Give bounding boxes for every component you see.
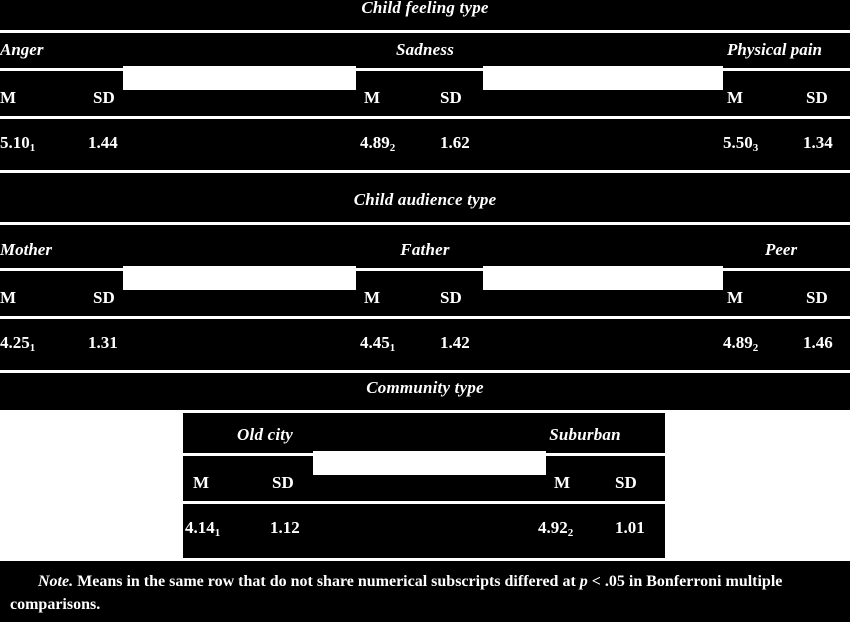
- note-text-before: Means in the same row that do not share numerical subscripts differed at: [73, 573, 580, 590]
- note-label: Note.: [38, 573, 74, 590]
- column-label-father: Father: [400, 240, 450, 259]
- value-subscript: 1: [214, 527, 221, 539]
- value-sd-anger: 1.44: [88, 133, 118, 152]
- value-sd-old-city: 1.12: [270, 518, 300, 537]
- value-text: 4.45: [360, 333, 390, 352]
- stat-header-sd: SD: [93, 288, 115, 307]
- section-title-child-feeling-type: Child feeling type: [361, 0, 489, 17]
- value-text: 5.10: [0, 133, 30, 152]
- knockout-block: [123, 266, 356, 290]
- section-title-child-audience-type: Child audience type: [353, 190, 497, 209]
- knockout-block: [123, 66, 356, 90]
- stat-header-m: M: [0, 88, 17, 107]
- value-subscript: 1: [29, 142, 36, 154]
- note-text-after: < .05 in Bonferroni multiple comparisons.: [10, 573, 783, 614]
- knockout-block: [665, 410, 850, 558]
- value-sd-peer: 1.46: [803, 333, 833, 352]
- rule-bottom: [0, 558, 850, 561]
- value-m-physical-pain: [723, 133, 758, 154]
- value-text: 4.14: [185, 518, 215, 537]
- column-label-peer: Peer: [765, 240, 798, 259]
- value-sd-father: 1.42: [440, 333, 470, 352]
- value-text: 4.89: [360, 133, 390, 152]
- stat-header-sd: SD: [272, 473, 294, 492]
- value-m-anger: [0, 133, 35, 154]
- value-subscript: 2: [389, 142, 396, 154]
- stat-header-m: M: [727, 288, 744, 307]
- value-subscript: 2: [567, 527, 574, 539]
- value-sd-physical-pain: 1.34: [803, 133, 833, 152]
- stat-header-m: M: [727, 88, 744, 107]
- rule-top-2: [0, 222, 850, 225]
- value-subscript: 1: [389, 342, 396, 354]
- stat-header-sd: SD: [440, 288, 462, 307]
- column-label-mother: Mother: [0, 240, 52, 259]
- stat-header-m: M: [364, 288, 381, 307]
- stat-header-m: M: [364, 88, 381, 107]
- stat-header-sd: SD: [806, 288, 828, 307]
- knockout-block: [313, 451, 546, 475]
- column-label-anger: Anger: [0, 40, 44, 59]
- stat-header-m: M: [0, 288, 17, 307]
- rule-under-stat-headers-3: [183, 501, 665, 504]
- knockout-block: [0, 410, 183, 558]
- rule-section-divider-1: [0, 170, 850, 173]
- value-sd-suburban: 1.01: [615, 518, 645, 537]
- value-m-mother: [0, 333, 35, 354]
- stat-header-sd: SD: [806, 88, 828, 107]
- value-m-suburban: [538, 518, 573, 539]
- note-p-symbol: p: [579, 573, 588, 590]
- value-m-old-city: [185, 518, 220, 539]
- value-m-sadness: [360, 133, 395, 154]
- stat-header-m: M: [193, 473, 210, 492]
- knockout-block: [483, 66, 723, 90]
- stat-header-sd: SD: [93, 88, 115, 107]
- value-subscript: 3: [752, 142, 759, 154]
- rule-section-divider-2: [0, 370, 850, 373]
- column-label-old-city: Old city: [237, 425, 293, 444]
- section-title-community-type: Community type: [366, 378, 484, 397]
- value-sd-mother: 1.31: [88, 333, 118, 352]
- stat-header-sd: SD: [440, 88, 462, 107]
- value-m-peer: [723, 333, 758, 354]
- column-label-sadness: Sadness: [395, 40, 455, 59]
- stat-header-sd: SD: [615, 473, 637, 492]
- stat-header-m: M: [554, 473, 571, 492]
- rule-top: [0, 30, 850, 33]
- value-sd-sadness: 1.62: [440, 133, 470, 152]
- value-subscript: 1: [29, 342, 36, 354]
- column-label-physical-pain: Physical pain: [727, 40, 822, 59]
- value-text: 5.50: [723, 133, 753, 152]
- column-label-suburban: Suburban: [549, 425, 621, 444]
- value-text: 4.25: [0, 333, 30, 352]
- value-text: 4.89: [723, 333, 753, 352]
- value-subscript: 2: [752, 342, 759, 354]
- rule-under-stat-headers-2: [0, 316, 850, 319]
- rule-under-stat-headers-1: [0, 116, 850, 119]
- value-m-father: [360, 333, 395, 354]
- value-text: 4.92: [538, 518, 568, 537]
- knockout-block: [483, 266, 723, 290]
- table-note: [10, 570, 840, 616]
